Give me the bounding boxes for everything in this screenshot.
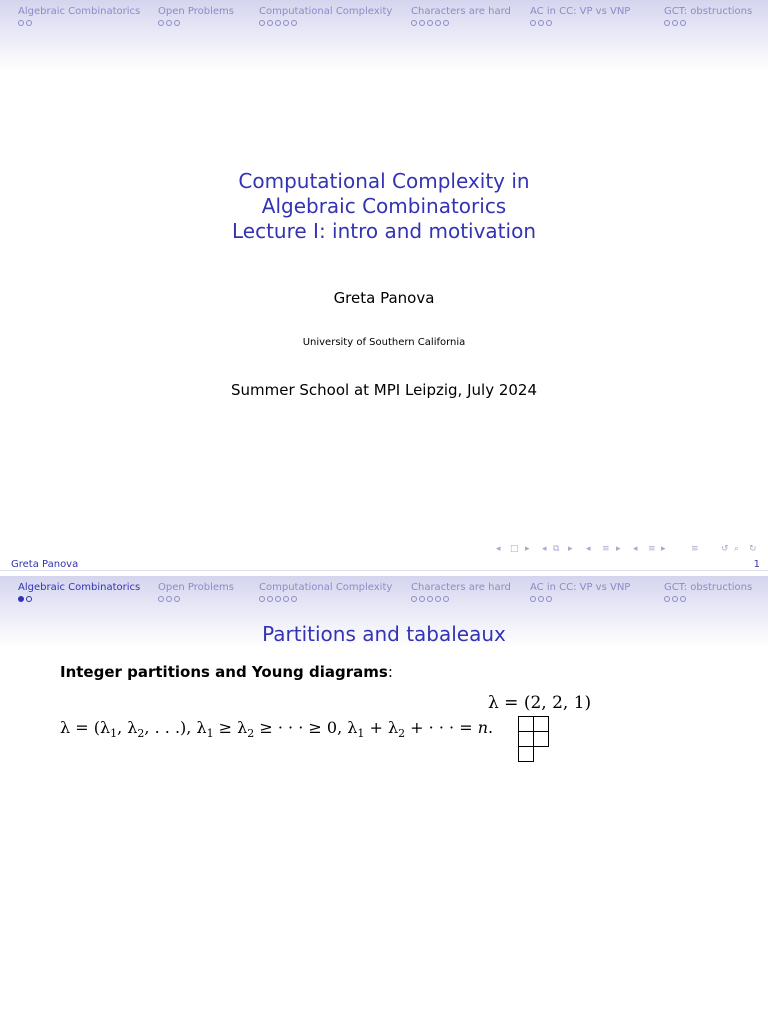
subsection-dot[interactable]: [664, 596, 670, 602]
nav-section-2[interactable]: Computational Complexity: [259, 582, 393, 593]
subsection-dot[interactable]: [283, 596, 289, 602]
subsection-dot[interactable]: [26, 20, 32, 26]
search-icon[interactable]: ⌕: [734, 544, 740, 554]
subsection-dot[interactable]: [411, 596, 417, 602]
event-date: Summer School at MPI Leipzig, July 2024: [230, 381, 538, 399]
subsection-dot[interactable]: [546, 596, 552, 602]
next-section-icon[interactable]: ▸: [616, 544, 621, 554]
institute: University of Southern California: [302, 337, 466, 348]
subsection-icon[interactable]: ⧉: [553, 544, 560, 554]
subsection-dot[interactable]: [427, 20, 433, 26]
young-diagram: [518, 716, 552, 766]
subsection-dot[interactable]: [291, 20, 297, 26]
frame-icon[interactable]: □: [510, 544, 519, 554]
subsection-dot[interactable]: [411, 20, 417, 26]
subsection-dot[interactable]: [267, 20, 273, 26]
subsection-dot[interactable]: [166, 20, 172, 26]
subsection-dot[interactable]: [435, 596, 441, 602]
footer-page-number: 1: [753, 559, 760, 570]
subsection-dot[interactable]: [419, 596, 425, 602]
subsection-dot[interactable]: [18, 20, 24, 26]
next-subsection-icon[interactable]: ▸: [568, 544, 573, 554]
subsection-dot[interactable]: [680, 596, 686, 602]
author-name: Greta Panova: [333, 289, 435, 307]
subsection-dot[interactable]: [174, 20, 180, 26]
subsection-dot[interactable]: [18, 596, 24, 602]
forward-icon[interactable]: ↻: [749, 544, 757, 554]
nav-section-5[interactable]: GCT: obstructions: [664, 582, 753, 593]
subsection-dot[interactable]: [275, 596, 281, 602]
subsection-dot[interactable]: [158, 20, 164, 26]
nav-section-3[interactable]: Characters are hard: [411, 6, 511, 17]
heading-bold: Integer partitions and Young diagrams: [60, 663, 388, 681]
subsection-dot[interactable]: [158, 596, 164, 602]
nav-section-1[interactable]: Open Problems: [158, 582, 234, 593]
footer-author: Greta Panova: [11, 559, 79, 570]
subsection-dot[interactable]: [546, 20, 552, 26]
subsection-dot[interactable]: [672, 20, 678, 26]
nav-section-0[interactable]: Algebraic Combinatorics: [18, 6, 141, 17]
slide-heading: [60, 663, 393, 681]
subsection-dot[interactable]: [672, 596, 678, 602]
prev-section-icon[interactable]: ◂: [586, 544, 591, 554]
partition-formula: $\lambda = (\lambda_1$, $\lambda_2$, . . .), $\lambda_1 \ge \lambda_2$ ≥ · · · ≥ 0, $\lambda_1 + \lambda_2$ + · · · = n.: [60, 718, 494, 741]
nav-section-1[interactable]: Open Problems: [158, 6, 234, 17]
title-line-2: Algebraic Combinatorics: [261, 194, 507, 218]
partitions-slide: [0, 576, 768, 1024]
subsection-dot[interactable]: [259, 20, 265, 26]
next-frame-icon[interactable]: ▸: [525, 544, 530, 554]
subsection-dot[interactable]: [275, 20, 281, 26]
appendix-icon[interactable]: ≡: [691, 544, 699, 554]
beamer-navigation-symbols[interactable]: [496, 543, 764, 557]
title-line-1: Computational Complexity in: [238, 169, 530, 193]
prev-document-icon[interactable]: ◂: [633, 544, 638, 554]
title-line-3: Lecture I: intro and motivation: [231, 219, 536, 243]
young-cell: [533, 716, 549, 732]
prev-frame-icon[interactable]: ◂: [496, 544, 501, 554]
subsection-dot[interactable]: [291, 596, 297, 602]
young-cell: [518, 716, 534, 732]
subsection-dot[interactable]: [664, 20, 670, 26]
section-navigation-bar: [0, 0, 768, 72]
young-cell: [533, 731, 549, 747]
frame-title: Partitions and tabaleaux: [262, 622, 506, 646]
subsection-dot[interactable]: [174, 596, 180, 602]
presentation-title: [0, 169, 768, 244]
young-cell: [518, 746, 534, 762]
subsection-dot[interactable]: [166, 596, 172, 602]
subsection-dot[interactable]: [283, 20, 289, 26]
back-icon[interactable]: ↺: [721, 544, 729, 554]
next-document-icon[interactable]: ▸: [661, 544, 666, 554]
subsection-dot[interactable]: [538, 596, 544, 602]
prev-subsection-icon[interactable]: ◂: [542, 544, 547, 554]
heading-colon: :: [387, 663, 393, 681]
lambda-example: λ = (2, 2, 1): [488, 693, 592, 713]
section-icon[interactable]: ≡: [602, 544, 610, 554]
subsection-dot[interactable]: [443, 596, 449, 602]
subsection-dot[interactable]: [267, 596, 273, 602]
subsection-dot[interactable]: [427, 596, 433, 602]
subsection-dot[interactable]: [435, 20, 441, 26]
subsection-dot[interactable]: [538, 20, 544, 26]
nav-section-4[interactable]: AC in CC: VP vs VNP: [530, 582, 631, 593]
subsection-dot[interactable]: [259, 596, 265, 602]
subsection-dot[interactable]: [443, 20, 449, 26]
subsection-dot[interactable]: [530, 20, 536, 26]
footer-divider: [0, 570, 768, 571]
subsection-dot[interactable]: [419, 20, 425, 26]
document-icon[interactable]: ≡: [648, 544, 656, 554]
subsection-dot[interactable]: [680, 20, 686, 26]
young-cell: [518, 731, 534, 747]
nav-section-4[interactable]: AC in CC: VP vs VNP: [530, 6, 631, 17]
nav-section-2[interactable]: Computational Complexity: [259, 6, 393, 17]
nav-section-3[interactable]: Characters are hard: [411, 582, 511, 593]
nav-section-5[interactable]: GCT: obstructions: [664, 6, 753, 17]
subsection-dot[interactable]: [530, 596, 536, 602]
nav-section-0[interactable]: Algebraic Combinatorics: [18, 582, 141, 593]
subsection-dot[interactable]: [26, 596, 32, 602]
